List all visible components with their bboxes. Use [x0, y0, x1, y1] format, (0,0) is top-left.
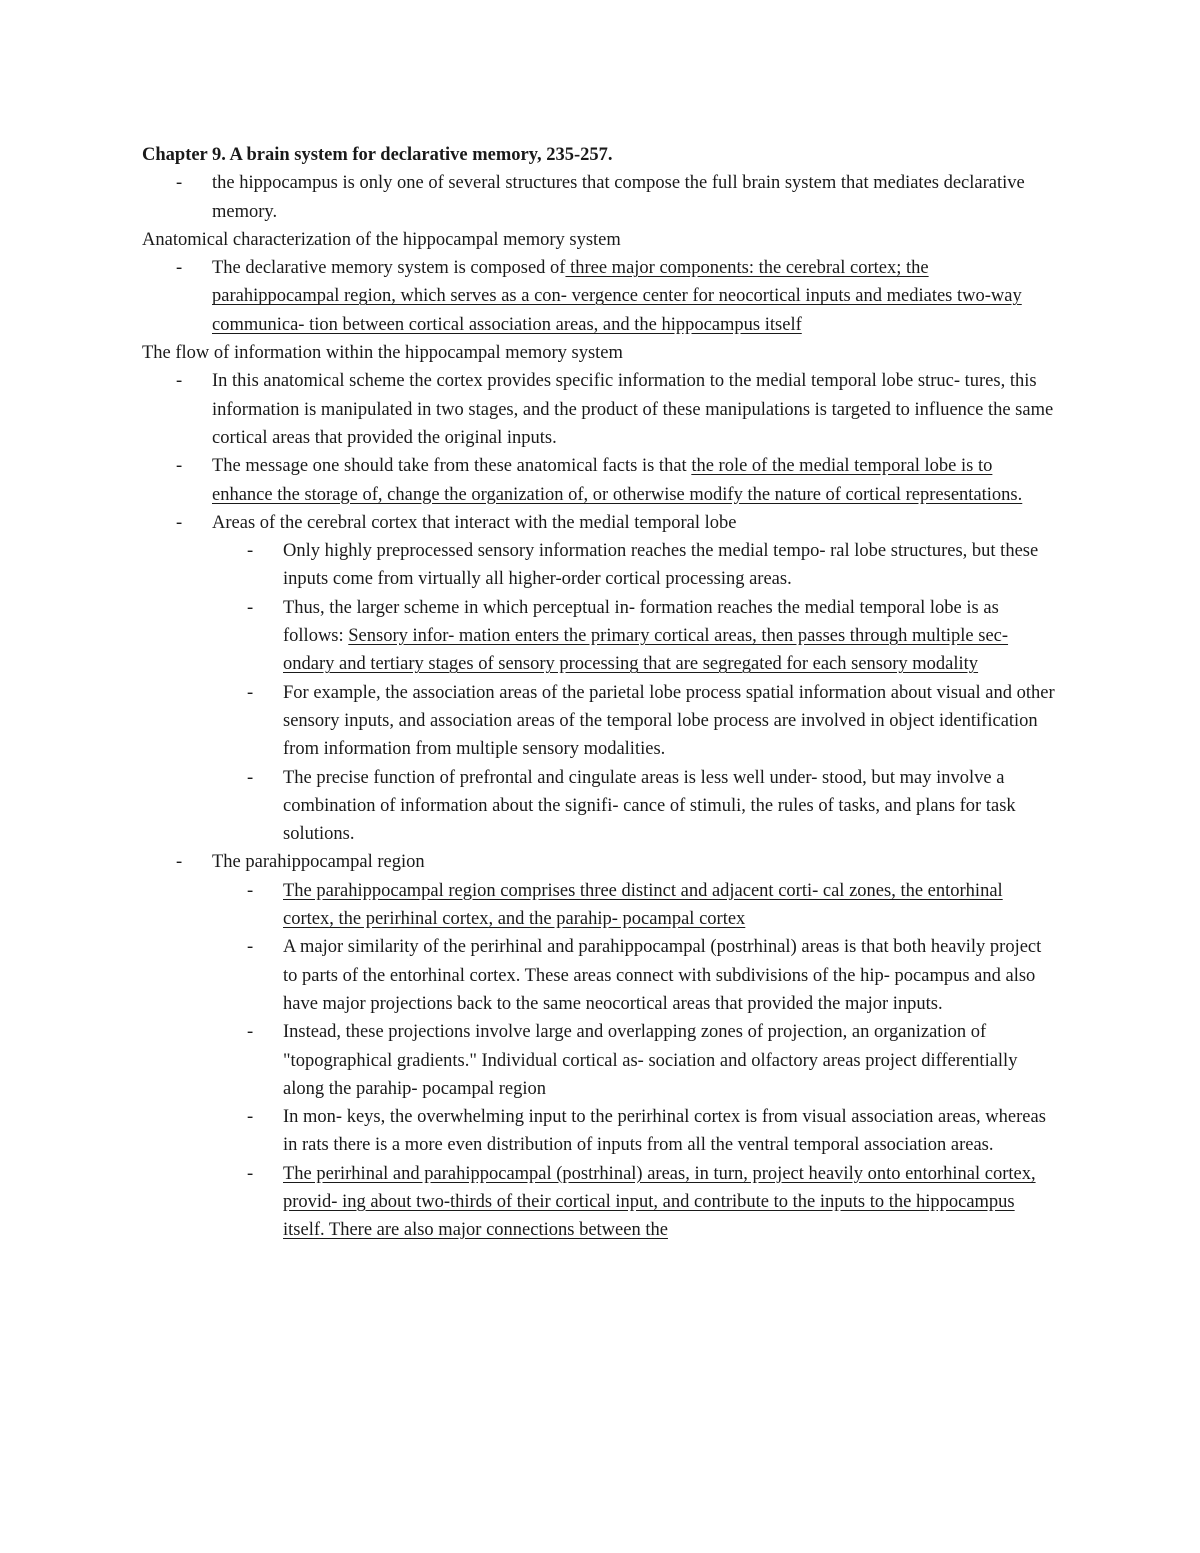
bullet-dash: -: [176, 173, 183, 194]
item-text-underlined: three major components: the cerebral cortex; the parahippocampal region, which serves as a con- vergence center for neocortical inputs and mediates two-way communica- tion between cortical association areas, and the hippocampus itself: [212, 258, 1022, 335]
sub-list-item: [142, 764, 1058, 849]
item-text-underlined: The parahippocampal region comprises three distinct and adjacent corti- cal zones, the entorhinal cortex, the perirhinal cortex, and the parahip- pocampal cortex: [283, 880, 1003, 930]
item-text: Only highly preprocessed sensory information reaches the medial tempo- ral lobe structures, but these inputs come from virtually all higher-order cortical processing areas.: [283, 541, 1039, 590]
item-text: A major similarity of the perirhinal and parahippocampal (postrhinal) areas is that both heavily project to parts of the entorhinal cortex. These areas connect with subdivisions of the hip- pocampus and also have major projections back to the same neocortical areas that provided the major inputs.: [283, 937, 1042, 1014]
bullet-dash: -: [247, 597, 254, 618]
sub-list-item: [142, 933, 1058, 1018]
sub-list-item: [142, 537, 1058, 594]
bullet-dash: -: [247, 937, 254, 958]
sub-list-item: [142, 1103, 1058, 1160]
bullet-dash: -: [247, 682, 254, 703]
intro-list: [142, 169, 1072, 226]
bullet-dash: -: [247, 1163, 254, 1184]
bullet-dash: -: [247, 880, 254, 901]
bullet-dash: -: [176, 258, 183, 279]
document-body: [142, 141, 1072, 1245]
item-text: Instead, these projections involve large and overlapping zones of projection, an organization of "topographical gradients." Individual cortical as- sociation and olfactory areas project differentially along the parahip- pocampal region: [283, 1022, 1018, 1099]
sub-list-item: [142, 594, 1058, 679]
section-flow-list: [142, 367, 1072, 1244]
bullet-dash: -: [247, 541, 254, 562]
sub-list-item: [142, 1018, 1058, 1103]
list-item: [142, 452, 1057, 509]
item-text: In mon- keys, the overwhelming input to the perirhinal cortex is from visual association areas, whereas in rats there is a more even distribution of inputs from all the ventral temporal association areas.: [283, 1107, 1046, 1156]
item-text: the hippocampus is only one of several structures that compose the full brain system that mediates declarative memory.: [212, 173, 1025, 222]
list-item: [142, 367, 1057, 452]
item-text-underlined: Sensory infor- mation enters the primary cortical areas, then passes through multiple sec- ondary and tertiary stages of sensory processing that are segregated for each sensory modality: [283, 626, 1009, 675]
list-item: [142, 169, 1057, 226]
bullet-dash: -: [247, 1107, 254, 1128]
bullet-dash: -: [176, 512, 183, 533]
bullet-dash: -: [176, 456, 183, 477]
item-text-underlined: the role of the medial temporal lobe is to enhance the storage of, change the organization of, or otherwise modify the nature of cortical representations.: [212, 456, 1023, 505]
sub-list-item: [142, 877, 1058, 934]
sub-list-item: [142, 1160, 1058, 1245]
item-text: The parahippocampal region: [212, 852, 425, 873]
item-text: For example, the association areas of the parietal lobe process spatial information about visual and other sensory inputs, and association areas of the temporal lobe process are involved in object identification from information from multiple sensory modalities.: [283, 682, 1055, 760]
sub-list-item: [142, 679, 1058, 764]
list-item: [142, 509, 1057, 537]
item-text: The declarative memory system is composed of: [212, 258, 566, 279]
item-text-underlined: The perirhinal and parahippocampal (postrhinal) areas, in turn, project heavily onto entorhinal cortex, provid- ing about two-thirds of their cortical input, and contribute to the inputs to the hippocampus itself. There are also major connections between the: [283, 1163, 1036, 1241]
list-item: [142, 254, 1057, 339]
item-text: The precise function of prefrontal and cingulate areas is less well under- stood, but may involve a combination of information about the signifi- cance of stimuli, the rules of tasks, and plans for task solutions.: [283, 767, 1016, 845]
section-heading-anatomical: Anatomical characterization of the hippocampal memory system: [142, 229, 621, 250]
section-heading-flow: The flow of information within the hippocampal memory system: [142, 343, 623, 364]
bullet-dash: -: [176, 852, 183, 873]
bullet-dash: -: [247, 1022, 254, 1043]
list-item: [142, 848, 1057, 876]
item-text: In this anatomical scheme the cortex provides specific information to the medial temporal lobe struc- tures, this information is manipulated in two stages, and the product of these manipulations is targeted to influence the same cortical areas that provided the original inputs.: [212, 371, 1054, 448]
chapter-title: Chapter 9. A brain system for declarative memory, 235-257.: [142, 145, 613, 165]
item-text: The message one should take from these anatomical facts is that: [212, 456, 692, 477]
bullet-dash: -: [247, 767, 254, 788]
bullet-dash: -: [176, 371, 183, 392]
item-text: Areas of the cerebral cortex that interact with the medial temporal lobe: [212, 512, 737, 533]
section-anatomical-list: [142, 254, 1072, 339]
item-text: Thus, the larger scheme in which perceptual in- formation reaches the medial temporal lobe is as follows:: [283, 597, 999, 647]
